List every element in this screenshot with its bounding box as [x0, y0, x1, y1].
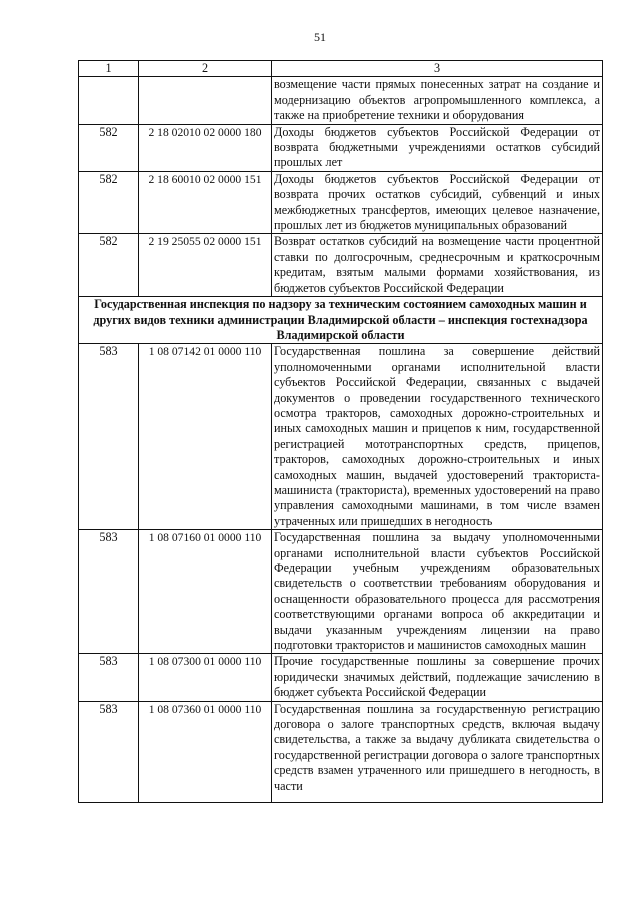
admin-code-cell: 583 — [79, 530, 139, 654]
table-row — [79, 530, 603, 654]
budget-classification-table — [78, 60, 603, 803]
description-text-truncated: Государственная пошлина за государственную регистрацию договора о залоге транспортных средств, включая выдачу свидетельства, а также за выдачу дубликата свидетельства о государственной регистрации договора о залоге транспортных средств взамен утраченного или пришедшего в негодность, в части — [274, 701, 600, 793]
column-header-2: 2 — [139, 61, 272, 77]
column-header-1: 1 — [79, 61, 139, 77]
classification-code-cell: 1 08 07360 01 0000 110 — [139, 701, 272, 802]
description-cell: Доходы бюджетов субъектов Российской Федерации от возврата прочих остатков субсидий, субвенций и иных межбюджетных трансфертов, имеющих целевое назначение, прошлых лет из бюджетов муниципальных образований — [272, 171, 603, 234]
admin-code-cell: 582 — [79, 234, 139, 297]
admin-code-cell: 583 — [79, 654, 139, 701]
description-cell: Возврат остатков субсидий на возмещение части процентной ставки по долгосрочным, среднесрочным и краткосрочным кредитам, взятым малыми формами хозяйствования, из бюджетов субъектов Российской Федерации — [272, 234, 603, 297]
admin-code-cell: 582 — [79, 171, 139, 234]
table-row — [79, 77, 603, 124]
admin-code-cell: 583 — [79, 344, 139, 530]
table-row — [79, 654, 603, 701]
section-header-row — [79, 297, 603, 344]
classification-code-cell: 2 18 60010 02 0000 151 — [139, 171, 272, 234]
admin-code-cell: 582 — [79, 124, 139, 171]
table-row — [79, 701, 603, 802]
column-header-3: 3 — [272, 61, 603, 77]
classification-code-cell — [139, 77, 272, 124]
description-cell: Государственная пошлина за выдачу уполномоченными органами исполнительной власти субъектов Российской Федерации учебным учреждениям образовательных свидетельств о соответствии требованиям оборудования и оснащенности образовательного процесса для рассмотрения соответствующими органами вопроса об аккредитации и выдачи указанным учреждениям лицензии на право подготовки трактористов и машинистов самоходных машин — [272, 530, 603, 654]
classification-code-cell: 2 19 25055 02 0000 151 — [139, 234, 272, 297]
table-row — [79, 344, 603, 530]
admin-code-cell — [79, 77, 139, 124]
description-cell — [272, 701, 603, 802]
description-cell: возмещение части прямых понесенных затрат на создание и модернизацию объектов агропромышленного комплекса, а также на приобретение техники и оборудования — [272, 77, 603, 124]
description-cell: Прочие государственные пошлины за совершение прочих юридически значимых действий, подлежащие зачислению в бюджет субъекта Российской Федерации — [272, 654, 603, 701]
classification-code-cell: 1 08 07300 01 0000 110 — [139, 654, 272, 701]
page-number: 51 — [314, 30, 326, 44]
table-header-row — [79, 61, 603, 77]
table-row — [79, 234, 603, 297]
table-row — [79, 171, 603, 234]
section-title: Государственная инспекция по надзору за техническим состоянием самоходных машин и других видов техники администрации Владимирской области – инспекция гостехнадзора Владимирской области — [79, 297, 603, 344]
admin-code-cell: 583 — [79, 701, 139, 802]
table-row — [79, 124, 603, 171]
classification-code-cell: 1 08 07160 01 0000 110 — [139, 530, 272, 654]
classification-code-cell: 2 18 02010 02 0000 180 — [139, 124, 272, 171]
description-cell: Государственная пошлина за совершение действий уполномоченными органами исполнительной власти субъектов Российской Федерации, связанных с выдачей документов о проведении государственного технического осмотра тракторов, самоходных дорожно-строительных и иных самоходных машин и прицепов к ним, государственной регистрацией мототранспортных средств, прицепов, тракторов, самоходных дорожно-строительных и иных самоходных машин, выдачей удостоверений тракториста-машиниста (тракториста), временных удостоверений на право управления самоходными машинами, в том числе взамен утраченных или пришедших в негодность — [272, 344, 603, 530]
description-cell: Доходы бюджетов субъектов Российской Федерации от возврата бюджетными учреждениями остатков субсидий прошлых лет — [272, 124, 603, 171]
classification-code-cell: 1 08 07142 01 0000 110 — [139, 344, 272, 530]
